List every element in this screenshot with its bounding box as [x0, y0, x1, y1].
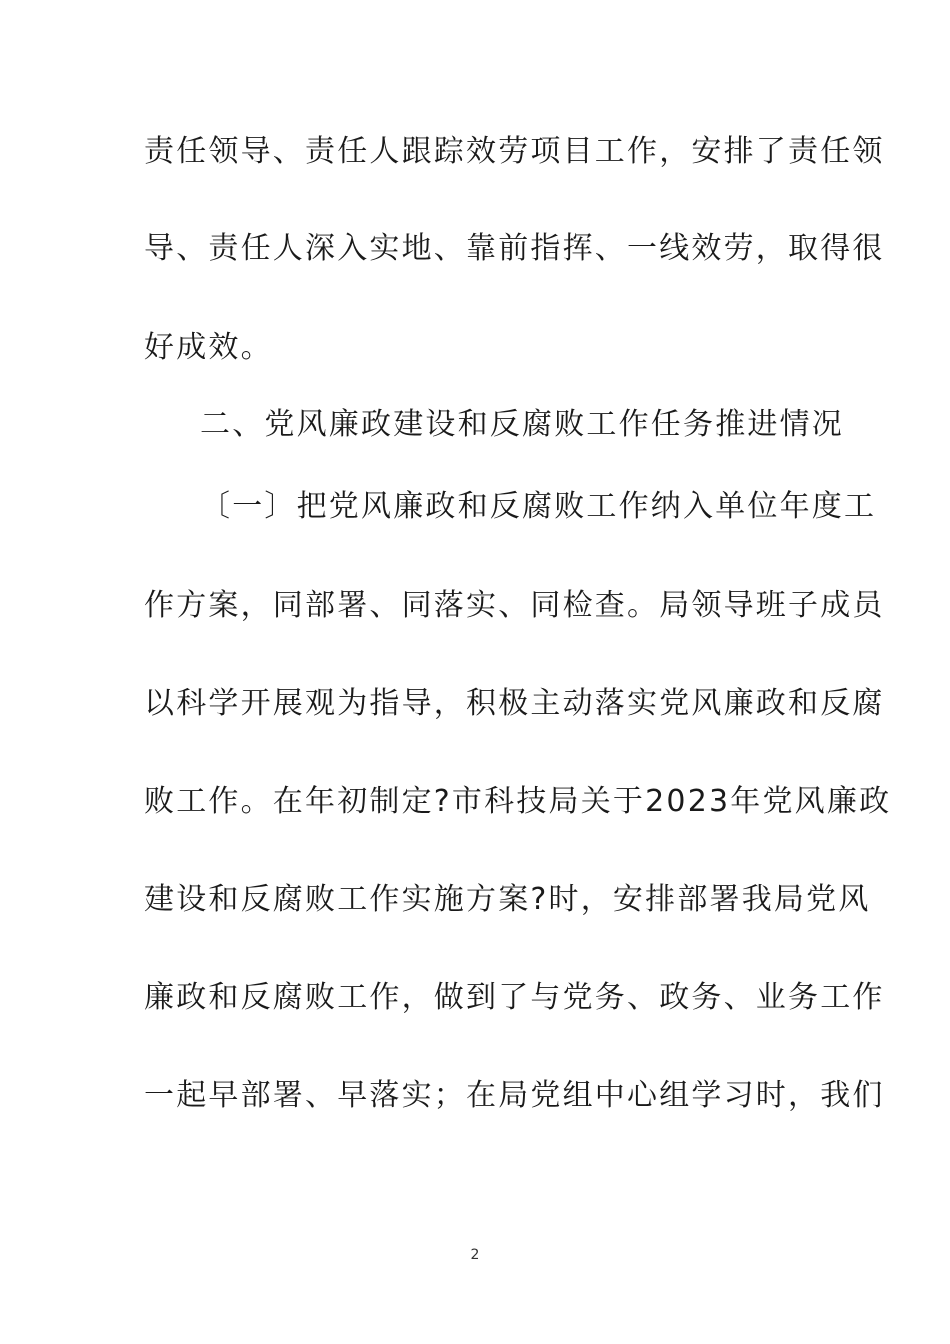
paragraph-line-9: 建设和反腐败工作实施方案?时，安排部署我局党风 — [144, 882, 871, 917]
paragraph-line-1: 责任领导、责任人跟踪效劳项目工作，安排了责任领 — [144, 134, 885, 169]
paragraph-line-11: 一起早部署、早落实；在局党组中心组学习时，我们 — [144, 1078, 885, 1113]
page-number: 2 — [470, 1247, 480, 1263]
paragraph-line-7: 以科学开展观为指导，积极主动落实党风廉政和反腐 — [144, 686, 885, 721]
section-heading: 二、党风廉政建设和反腐败工作任务推进情况 — [200, 407, 844, 442]
paragraph-line-10: 廉政和反腐败工作，做到了与党务、政务、业务工作 — [144, 980, 885, 1015]
paragraph-line-2: 导、责任人深入实地、靠前指挥、一线效劳，取得很 — [144, 231, 885, 266]
paragraph-line-8: 败工作。在年初制定?市科技局关于2023年党风廉政 — [144, 784, 892, 819]
paragraph-line-5: 〔一〕把党风廉政和反腐败工作纳入单位年度工 — [200, 489, 877, 524]
paragraph-line-6: 作方案，同部署、同落实、同检查。局领导班子成员 — [144, 588, 885, 623]
paragraph-line-3: 好成效。 — [144, 330, 273, 365]
